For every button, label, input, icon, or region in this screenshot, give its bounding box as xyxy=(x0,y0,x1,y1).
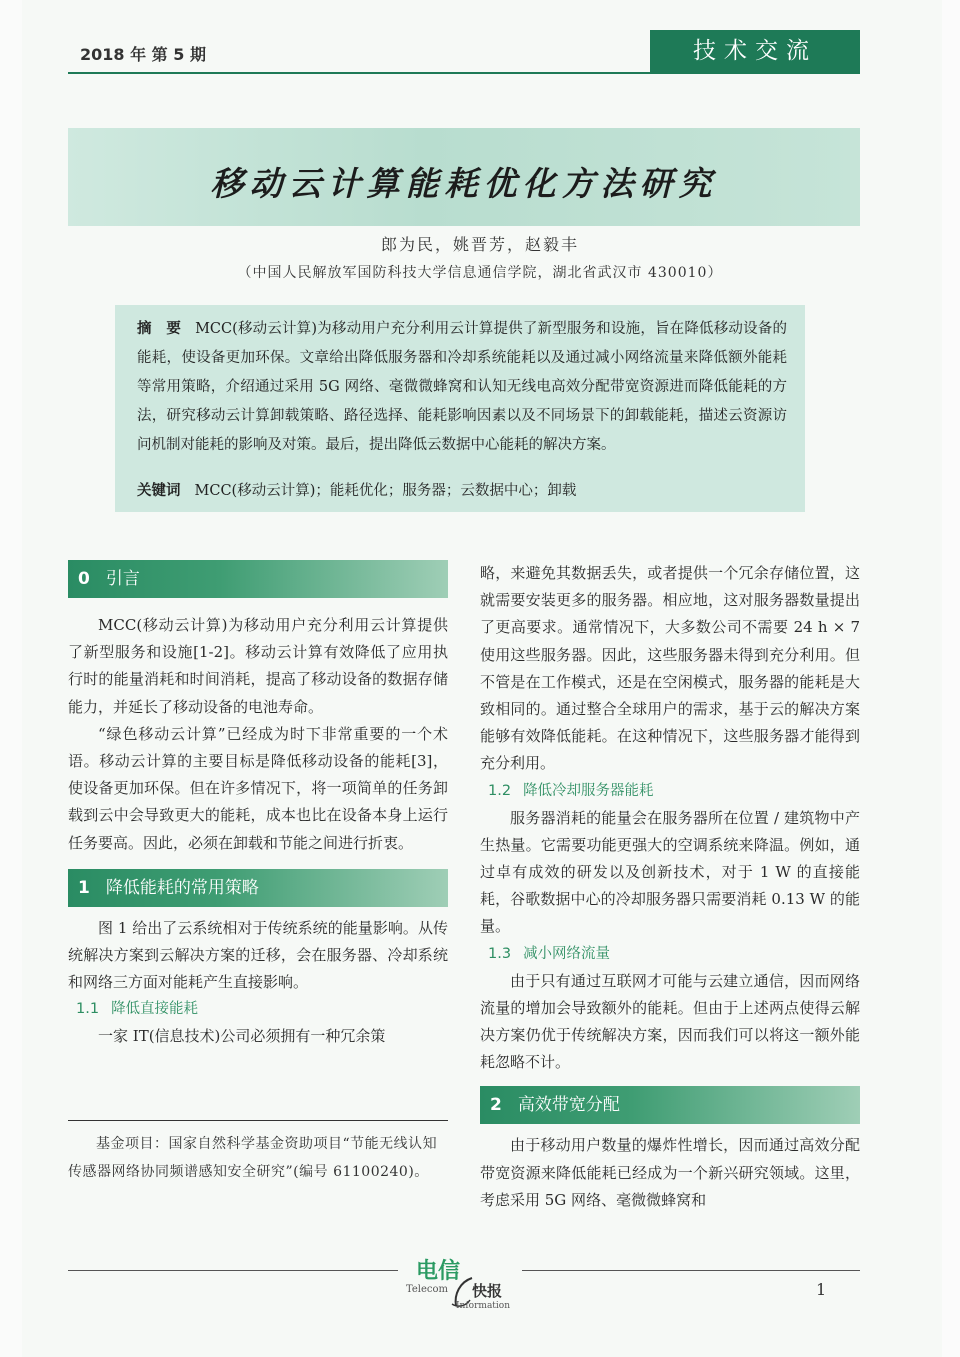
subsection-title: 降低直接能耗 xyxy=(111,1001,199,1018)
paragraph: 略，来避免其数据丢失，或者提供一个冗余存储位置，这就需要安装更多的服务器。相应地，这对服务器数量提出了更高要求。通常情况下，大多数公司不需要 24 h × 7 使用这些服务器。因此，这些服务器未得到充分利用。但不管是在工作模式，还是在空闲模式，服务器的能耗是大致相同的。通过整合全球用户的需求，基于云的解决方案能够有效降低能耗。在这种情况下，这些服务器才能得到充分利用。 xyxy=(480,564,860,773)
section-number: 0 xyxy=(78,569,90,589)
article-title: 移动云计算能耗优化方法研究 xyxy=(210,164,718,203)
issue-label: 2018 年 第 5 期 xyxy=(80,45,206,64)
keywords xyxy=(137,479,787,500)
logo-english-1: Telecom xyxy=(406,1284,449,1295)
section-title: 引言 xyxy=(105,569,140,589)
paragraph: 服务器消耗的能量会在服务器所在位置 / 建筑物中产生热量。它需要功能更强大的空调系统来降温。例如，通过卓有成效的研发以及创新技术，对于 1 W 的直接能耗，谷歌数据中心的冷却服务器只需要消耗 0.13 W 的能量。 xyxy=(480,808,860,936)
scan-edge-left xyxy=(0,0,22,1357)
abstract-label: 摘 要 xyxy=(137,321,182,337)
section-title: 高效带宽分配 xyxy=(517,1095,620,1116)
section-title: 降低能耗的常用策略 xyxy=(105,877,259,898)
keywords-text: MCC(移动云计算)；能耗优化；服务器；云数据中心；卸载 xyxy=(194,483,577,499)
authors: 郎为民，姚晋芳，赵毅丰 xyxy=(380,235,579,254)
logo-chinese: 电信 xyxy=(416,1259,461,1284)
paragraph: 一家 IT(信息技术)公司必须拥有一种冗余策 xyxy=(98,1027,386,1046)
abstract-text: MCC(移动云计算)为移动用户充分利用云计算提供了新型服务和设施，旨在降低移动设备的能耗，使设备更加环保。文章给出降低服务器和冷却系统能耗以及通过减小网络流量来降低额外能耗等常用策略，介绍通过采用 5G 网络、毫微微蜂窝和认知无线电高效分配带宽资源进而降低能耗的方法，研究移动云计算卸载策略、路径选择、能耗影响因素以及不同场景下的卸载能耗，描述云资源访问机制对能耗的影响及对策。最后，提出降低云数据中心能耗的解决方案。 xyxy=(137,321,787,453)
subsection-heading-1-1 xyxy=(68,996,448,1023)
keywords-label: 关键词 xyxy=(137,483,181,499)
subsection-number: 1.3 xyxy=(488,945,512,962)
paragraph: 由于移动用户数量的爆炸性增长，因而通过高效分配带宽资源来降低能耗已经成为一个新兴研究领域。这里，考虑采用 5G 网络、毫微微蜂窝和 xyxy=(480,1136,860,1209)
left-column xyxy=(68,560,448,1051)
header-rule xyxy=(68,72,860,74)
page-number: 1 xyxy=(816,1280,827,1299)
logo-english-2: Information xyxy=(456,1301,511,1311)
section-heading-1 xyxy=(68,869,448,907)
paragraph: 图 1 给出了云系统相对于传统系统的能量影响。从传统解决方案到云解决方案的迁移，会在服务器、冷却系统和网络三方面对能耗产生直接影响。 xyxy=(68,918,448,992)
scan-edge-right xyxy=(942,0,960,1357)
subsection-heading-1-2 xyxy=(480,778,860,805)
section-number: 1 xyxy=(78,877,90,898)
affiliation: （中国人民解放军国防科技大学信息通信学院，湖北省武汉市 430010） xyxy=(237,265,723,281)
subsection-title: 降低冷却服务器能耗 xyxy=(523,782,654,799)
subsection-number: 1.1 xyxy=(76,1001,100,1018)
logo-kuaibao: 快报 xyxy=(472,1282,503,1300)
footer-rule-right xyxy=(522,1270,860,1271)
subsection-title: 减小网络流量 xyxy=(523,945,611,962)
paragraph: “绿色移动云计算”已经成为时下非常重要的一个术语。移动云计算的主要目标是降低移动设备的能耗[3]，使设备更加环保。但在许多情况下，将一项简单的任务卸载到云中会导致更大的能耗，成本也比在设备本身上运行任务要高。因此，必须在卸载和节能之间进行折衷。 xyxy=(68,724,448,852)
footnote: 基金项目：国家自然科学基金资助项目“节能无线认知传感器网络协同频谱感知安全研究”(编号 61100240)。 xyxy=(68,1136,438,1180)
right-column xyxy=(480,560,860,1214)
footnote-rule xyxy=(68,1120,448,1121)
section-number: 2 xyxy=(490,1095,502,1116)
title-band xyxy=(68,128,860,226)
subsection-number: 1.2 xyxy=(488,782,512,799)
section-heading-2 xyxy=(480,1086,860,1124)
paragraph: MCC(移动云计算)为移动用户充分利用云计算提供了新型服务和设施[1-2]。移动云计算有效降低了应用执行时的能量消耗和时间消耗，提高了移动设备的数据存储能力，并延长了移动设备的电池寿命。 xyxy=(68,616,448,716)
section-tag: 技术交流 xyxy=(650,30,860,72)
paragraph: 由于只有通过互联网才可能与云建立通信，因而网络流量的增加会导致额外的能耗。但由于上述两点使得云解决方案仍优于传统解决方案，因而我们可以将这一额外能耗忽略不计。 xyxy=(480,971,860,1072)
subsection-heading-1-3 xyxy=(480,941,860,968)
section-heading-0 xyxy=(68,560,448,598)
footer-rule-left xyxy=(68,1270,398,1271)
abstract-box xyxy=(115,305,805,512)
journal-logo xyxy=(400,1254,522,1316)
abstract xyxy=(137,315,787,460)
